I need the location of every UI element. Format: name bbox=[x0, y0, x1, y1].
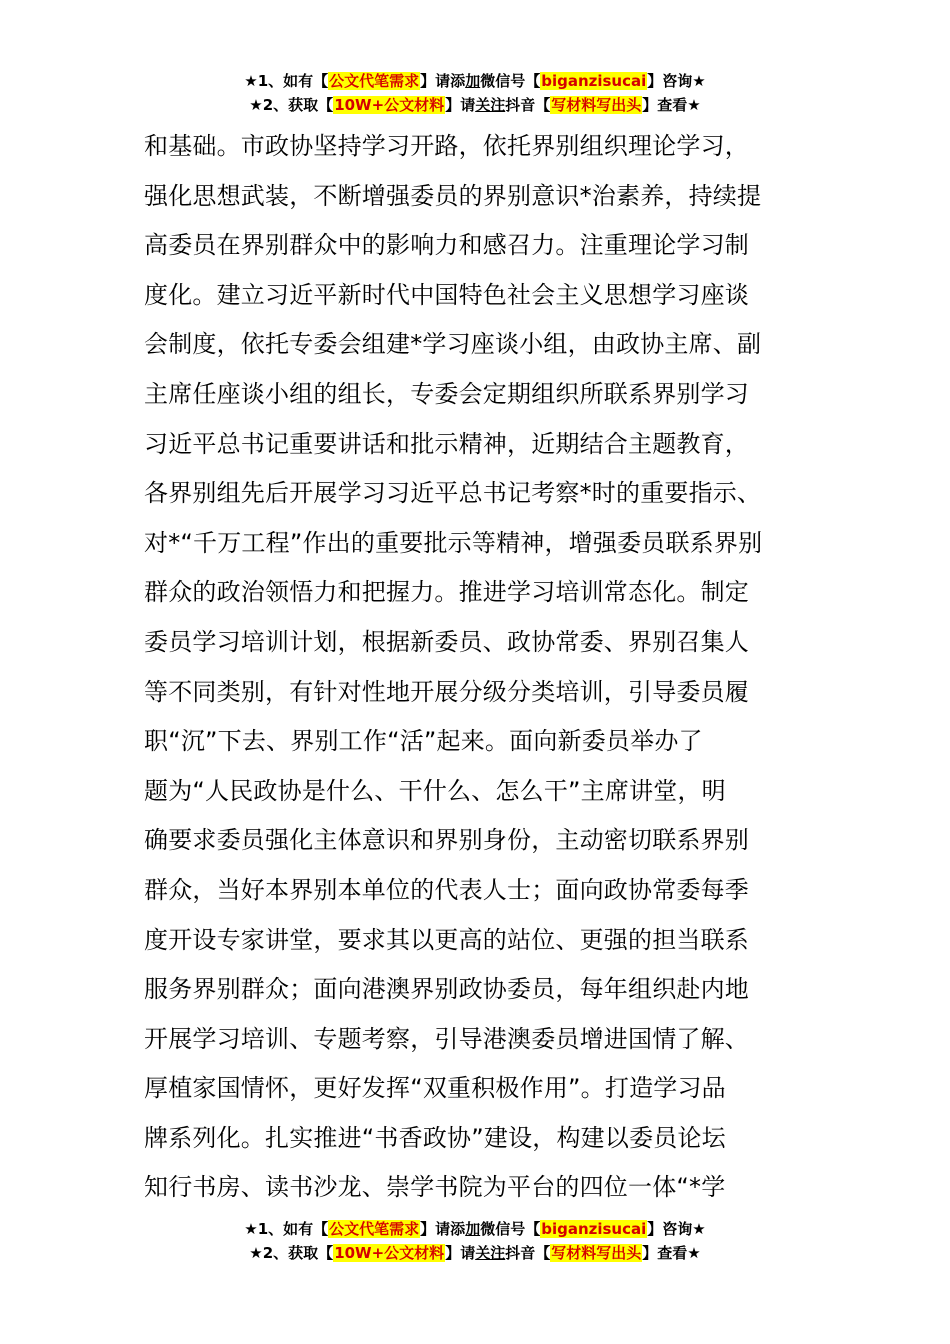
banner-line-2 bbox=[0, 1242, 950, 1266]
banner-text: 】请 bbox=[445, 1244, 476, 1262]
banner-highlight: 写材料写出头 bbox=[551, 1244, 642, 1262]
body-line: 主席任座谈小组的组长，专委会定期组织所联系界别学习 bbox=[144, 379, 749, 408]
banner-highlight: 公文代笔需求 bbox=[329, 1220, 420, 1238]
banner-text: ★1、如有【 bbox=[244, 1220, 329, 1238]
banner-underline: 加 bbox=[465, 1220, 481, 1238]
document-body bbox=[144, 122, 808, 1213]
banner-text: 】咨询★ bbox=[647, 1220, 706, 1238]
banner-text: 微信号【 bbox=[480, 72, 541, 90]
body-line: 各界别组先后开展学习习近平总书记考察*时的重要指示、 bbox=[144, 479, 762, 508]
banner-text: 】请添 bbox=[420, 72, 466, 90]
body-line: 委员学习培训计划，根据新委员、政协常委、界别召集人 bbox=[144, 627, 749, 656]
banner-highlight: 写材料写出头 bbox=[551, 96, 642, 114]
banner-text: 抖音【 bbox=[505, 1244, 551, 1262]
body-line: 确要求委员强化主体意识和界别身份，主动密切联系界别 bbox=[144, 826, 749, 855]
body-line: 强化思想武装，不断增强委员的界别意识*治素养，持续提 bbox=[144, 181, 762, 210]
banner-highlight: 公文代笔需求 bbox=[329, 72, 420, 90]
body-line: 题为“人民政协是什么、干什么、怎么干”主席讲堂，明 bbox=[144, 776, 726, 805]
body-line: 度开设专家讲堂，要求其以更高的站位、更强的担当联系 bbox=[144, 925, 749, 954]
banner-text: 】查看★ bbox=[642, 1244, 701, 1262]
banner-text: 】请 bbox=[445, 96, 476, 114]
footer-banner bbox=[0, 1218, 950, 1266]
banner-underline: 加 bbox=[465, 72, 481, 90]
body-line: 厚植家国情怀，更好发挥“双重积极作用”。打造学习品 bbox=[144, 1074, 726, 1103]
body-line: 对*“千万工程”作出的重要批示等精神，增强委员联系界别 bbox=[144, 528, 763, 557]
banner-text: ★1、如有【 bbox=[244, 72, 329, 90]
body-line: 群众，当好本界别本单位的代表人士；面向政协常委每季 bbox=[144, 875, 749, 904]
body-line: 会制度，依托专委会组建*学习座谈小组，由政协主席、副 bbox=[144, 330, 762, 359]
banner-underline: 关注 bbox=[475, 96, 506, 114]
body-line: 等不同类别，有针对性地开展分级分类培训，引导委员履 bbox=[144, 677, 749, 706]
banner-text: ★2、获取【 bbox=[249, 1244, 334, 1262]
banner-line-1 bbox=[0, 70, 950, 94]
body-line: 群众的政治领悟力和把握力。推进学习培训常态化。制定 bbox=[144, 578, 749, 607]
body-line: 和基础。市政协坚持学习开路，依托界别组织理论学习， bbox=[144, 132, 749, 160]
header-banner bbox=[0, 70, 950, 118]
banner-text: 】咨询★ bbox=[647, 72, 706, 90]
banner-highlight: biganzisucai bbox=[541, 72, 647, 90]
banner-line-2 bbox=[0, 94, 950, 118]
banner-text: 微信号【 bbox=[480, 1220, 541, 1238]
body-line: 高委员在界别群众中的影响力和感召力。注重理论学习制 bbox=[144, 231, 749, 260]
banner-highlight: 10W+公文材料 bbox=[334, 96, 445, 114]
banner-highlight: 10W+公文材料 bbox=[334, 1244, 445, 1262]
banner-line-1 bbox=[0, 1218, 950, 1242]
banner-underline: 关注 bbox=[475, 1244, 506, 1262]
body-line: 开展学习培训、专题考察，引导港澳委员增进国情了解、 bbox=[144, 1024, 749, 1053]
body-line: 职“沉”下去、界别工作“活”起来。面向新委员举办了 bbox=[144, 727, 703, 756]
body-line: 知行书房、读书沙龙、崇学书院为平台的四位一体“*学 bbox=[144, 1173, 726, 1202]
banner-text: 抖音【 bbox=[505, 96, 551, 114]
body-line: 牌系列化。扎实推进“书香政协”建设，构建以委员论坛 bbox=[144, 1123, 726, 1152]
body-line: 度化。建立习近平新时代中国特色社会主义思想学习座谈 bbox=[144, 280, 749, 309]
body-line: 习近平总书记重要讲话和批示精神，近期结合主题教育， bbox=[144, 429, 749, 458]
banner-text: 】请添 bbox=[420, 1220, 466, 1238]
banner-text: ★2、获取【 bbox=[249, 96, 334, 114]
banner-highlight: biganzisucai bbox=[541, 1220, 647, 1238]
body-line: 服务界别群众；面向港澳界别政协委员，每年组织赴内地 bbox=[144, 975, 749, 1004]
banner-text: 】查看★ bbox=[642, 96, 701, 114]
